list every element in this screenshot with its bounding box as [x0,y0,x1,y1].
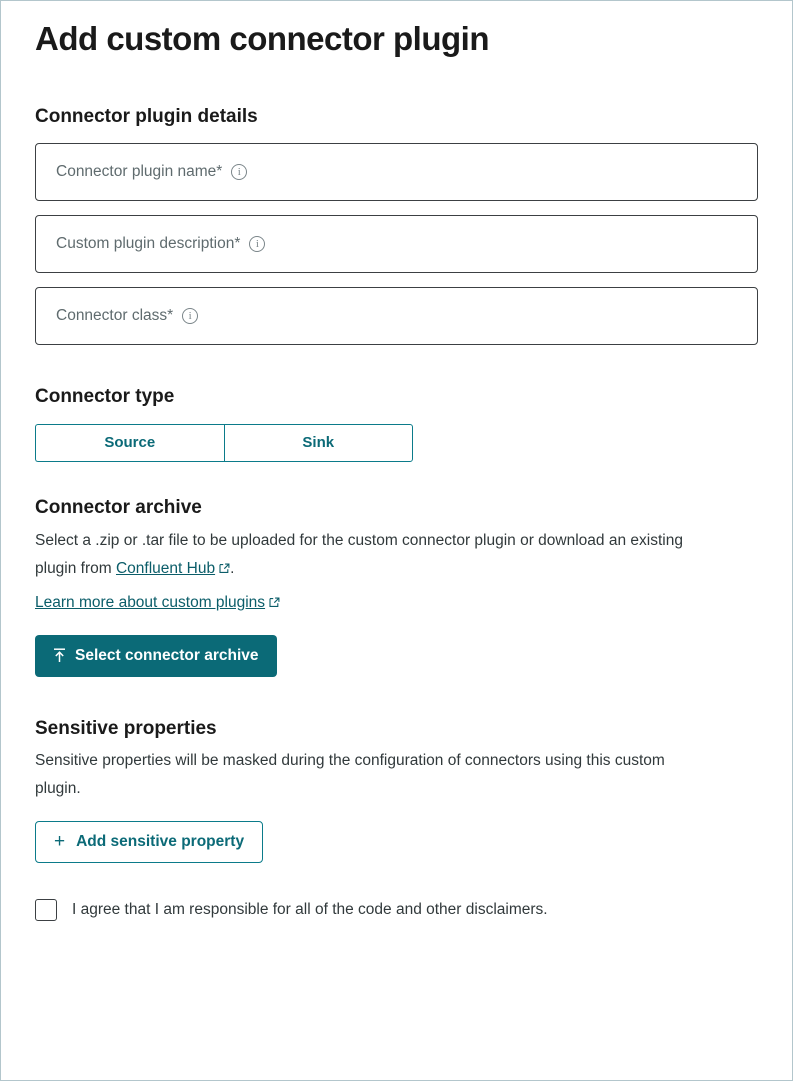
agreement-row [35,899,758,921]
info-icon[interactable]: i [249,236,265,252]
connector-archive-description-suffix: . [230,559,235,577]
connector-type-option-source[interactable]: Source [35,424,224,462]
connector-class-label: Connector class* [56,307,174,325]
external-link-icon [269,597,280,608]
connector-archive-heading: Connector archive [35,496,202,518]
agreement-checkbox[interactable] [35,899,57,921]
agreement-label: I agree that I am responsible for all of the code and other disclaimers. [72,901,548,919]
sensitive-properties-description: Sensitive properties will be masked during the configuration of connectors using this custom plugin. [35,752,665,798]
connector-plugin-name-input[interactable] [35,143,758,201]
connector-plugin-details-heading: Connector plugin details [35,105,258,127]
connector-type-option-sink[interactable]: Sink [224,424,414,462]
select-connector-archive-label: Select connector archive [75,646,259,664]
connector-type-heading: Connector type [35,386,175,408]
confluent-hub-link[interactable]: Confluent Hub [115,559,216,577]
connector-archive-description [35,527,695,583]
add-sensitive-property-label: Add sensitive property [76,833,245,851]
info-icon[interactable]: i [231,164,247,180]
upload-icon [53,648,66,663]
custom-plugin-description-label: Custom plugin description* [56,235,241,253]
info-icon[interactable]: i [182,308,198,324]
plus-icon: + [54,830,66,852]
select-connector-archive-button[interactable] [35,635,277,677]
connector-archive-description-text: Select a .zip or .tar file to be uploaded for the custom connector plugin or download an existing plugin from [35,531,683,577]
connector-type-toggle-group [35,424,413,462]
sensitive-properties-heading: Sensitive properties [35,717,217,739]
add-sensitive-property-button[interactable] [35,821,263,863]
external-link-icon [219,563,230,574]
custom-plugin-description-input[interactable] [35,215,758,273]
connector-class-input[interactable] [35,287,758,345]
learn-more-row [35,589,695,617]
learn-more-custom-plugins-link[interactable]: Learn more about custom plugins [35,593,266,611]
connector-plugin-name-label: Connector plugin name* [56,163,223,181]
page-title: Add custom connector plugin [35,20,489,57]
